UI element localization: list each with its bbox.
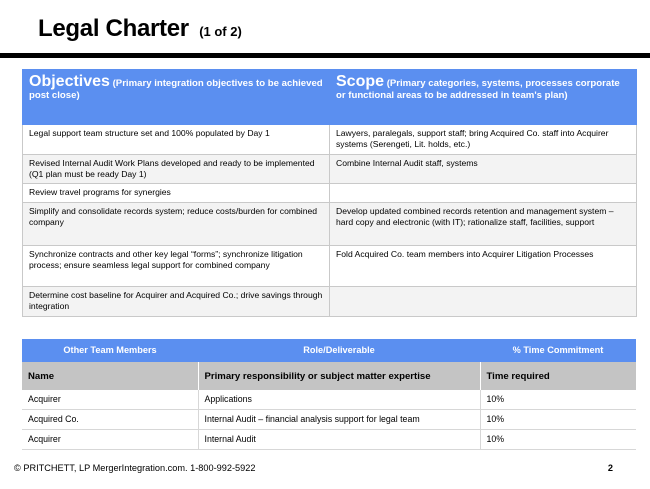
- objective-cell: Legal support team structure set and 100% populated by Day 1: [23, 125, 330, 155]
- name-subheader: Name: [22, 362, 198, 390]
- member-time: 10%: [480, 390, 636, 410]
- scope-cell: [330, 287, 637, 317]
- title-subtitle: (1 of 2): [199, 24, 242, 39]
- title-text: Legal Charter: [38, 15, 189, 42]
- objective-cell: Revised Internal Audit Work Plans developed and ready to be implemented (Q1 plan must be ready Day 1): [23, 155, 330, 184]
- member-name: Acquirer: [22, 390, 198, 410]
- page-number: 2: [607, 463, 613, 473]
- member-role: Internal Audit – financial analysis support for legal team: [198, 410, 480, 430]
- team-members-header: Other Team Members: [22, 339, 198, 362]
- member-role: Applications: [198, 390, 480, 410]
- scope-cell: [330, 184, 637, 203]
- time-required-subheader: Time required: [480, 362, 636, 390]
- objectives-note: (Primary integration objectives to be achieved post close): [29, 78, 323, 101]
- objective-cell: Determine cost baseline for Acquirer and Acquired Co.; drive savings through integration: [23, 287, 330, 317]
- table-row: [23, 287, 637, 317]
- scope-cell: Develop updated combined records retention and management system – hard copy and electronic (with IT); rationalize staff, facilities, support: [330, 203, 637, 246]
- responsibility-subheader: Primary responsibility or subject matter expertise: [198, 362, 480, 390]
- objectives-header: [23, 70, 330, 125]
- table-row: [23, 125, 637, 155]
- footer-copyright: © PRITCHETT, LP MergerIntegration.com. 1-800-992-5922: [14, 463, 256, 473]
- scope-cell: Fold Acquired Co. team members into Acquirer Litigation Processes: [330, 246, 637, 287]
- charter-table: [22, 69, 637, 317]
- member-time: 10%: [480, 430, 636, 450]
- table-row: [23, 246, 637, 287]
- scope-header: [330, 70, 637, 125]
- scope-cell: Combine Internal Audit staff, systems: [330, 155, 637, 184]
- scope-cell: Lawyers, paralegals, support staff; bring Acquired Co. staff into Acquirer systems (Serengeti, Lit. holds, etc.): [330, 125, 637, 155]
- page-title: [38, 15, 242, 43]
- objective-cell: Synchronize contracts and other key legal “forms”; synchronize litigation process; ensure seamless legal support for combined company: [23, 246, 330, 287]
- scope-note: (Primary categories, systems, processes corporate or functional areas to be addressed in team's plan): [336, 78, 620, 101]
- table-row: [23, 203, 637, 246]
- member-name: Acquired Co.: [22, 410, 198, 430]
- table-row: [22, 410, 636, 430]
- table-row: [23, 155, 637, 184]
- team-table: [22, 339, 637, 450]
- objectives-title: Objectives: [29, 73, 110, 90]
- member-role: Internal Audit: [198, 430, 480, 450]
- table-row: [22, 390, 636, 410]
- objective-cell: Simplify and consolidate records system; reduce costs/burden for combined company: [23, 203, 330, 246]
- objective-cell: Review travel programs for synergies: [23, 184, 330, 203]
- table-row: [22, 430, 636, 450]
- table-row: [23, 184, 637, 203]
- scope-title: Scope: [336, 73, 385, 90]
- member-time: 10%: [480, 410, 636, 430]
- member-name: Acquirer: [22, 430, 198, 450]
- time-commitment-header: % Time Commitment: [480, 339, 636, 362]
- role-header: Role/Deliverable: [198, 339, 480, 362]
- title-divider: [0, 53, 650, 58]
